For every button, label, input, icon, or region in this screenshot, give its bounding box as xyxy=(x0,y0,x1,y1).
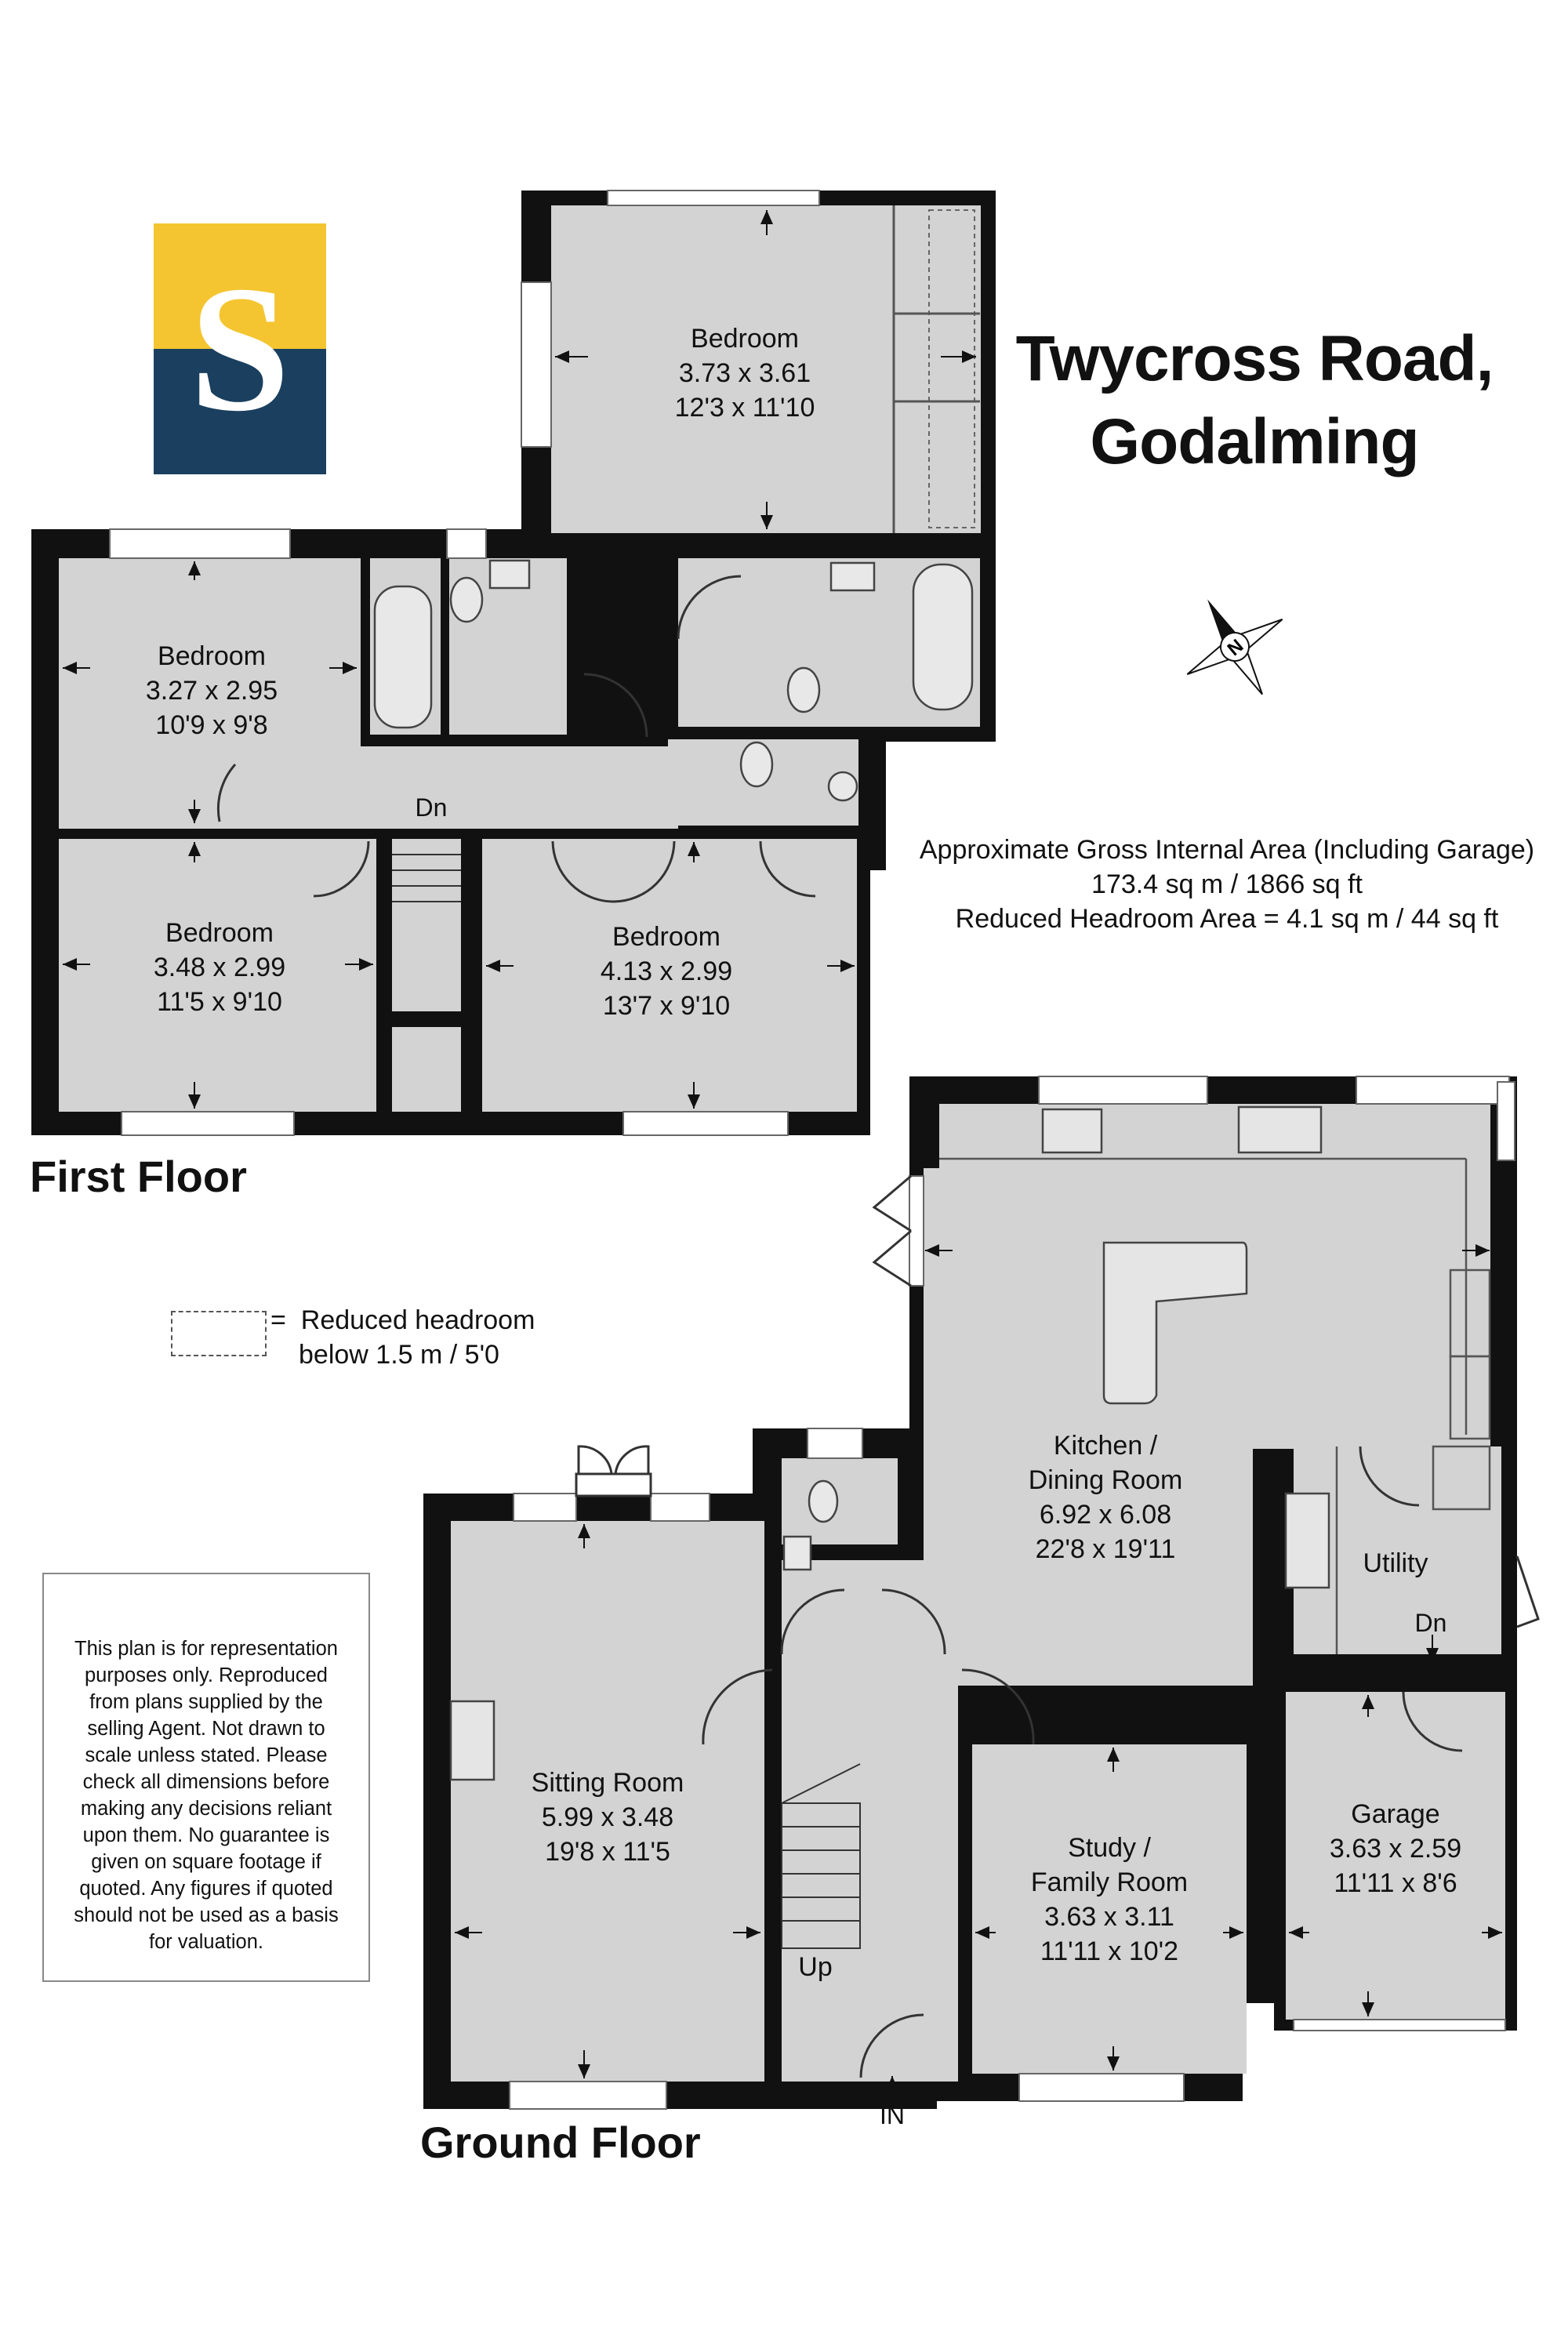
room-label-study xyxy=(992,1831,1227,1969)
room-metric: 6.92 x 6.08 xyxy=(1039,1500,1172,1530)
utility-stair-label: Dn xyxy=(1414,1609,1447,1637)
ground-floor-plan xyxy=(423,1076,1538,2109)
room-imperial: 12'3 x 11'10 xyxy=(674,393,815,423)
ground-floor-rooms xyxy=(451,1104,1505,2082)
room-metric: 3.73 x 3.61 xyxy=(678,358,811,388)
room-label-sitting xyxy=(490,1766,725,1869)
room-metric: 3.27 x 2.95 xyxy=(145,676,278,706)
room-imperial: 11'5 x 9'10 xyxy=(157,987,282,1017)
room-imperial: 13'7 x 9'10 xyxy=(602,991,731,1021)
logo-letter: S xyxy=(190,249,290,448)
property-title-line1: Twycross Road, xyxy=(1015,323,1494,394)
room-label-garage xyxy=(1278,1797,1513,1900)
legend-line-2: below 1.5 m / 5'0 xyxy=(299,1340,499,1370)
room-metric: 3.63 x 3.11 xyxy=(1044,1902,1174,1932)
room-name: Garage xyxy=(1351,1799,1440,1829)
room-label-utility: Utility xyxy=(1363,1548,1428,1578)
room-name: Bedroom xyxy=(158,641,266,671)
legend-symbol: = xyxy=(270,1305,286,1335)
compass-icon xyxy=(1176,588,1294,706)
room-imperial: 22'8 x 19'11 xyxy=(1035,1534,1176,1564)
cupboard xyxy=(392,1027,461,1112)
room-metric: 5.99 x 3.48 xyxy=(541,1802,674,1832)
entrance-label: IN xyxy=(880,2101,905,2129)
room-name: Bedroom xyxy=(165,918,274,948)
area-line-2: 173.4 sq m / 1866 sq ft xyxy=(1091,869,1363,899)
room-name: Sitting Room xyxy=(531,1768,684,1798)
hallway xyxy=(782,1560,958,2082)
area-summary xyxy=(902,833,1552,936)
room-name-2: Family Room xyxy=(1030,1867,1189,1897)
landing xyxy=(59,746,678,829)
room-metric: 3.48 x 2.99 xyxy=(153,953,286,982)
disclaimer-box xyxy=(42,1573,370,1982)
room-label-bedroom-4 xyxy=(549,920,784,1023)
property-title-line2: Godalming xyxy=(1090,406,1419,477)
room-imperial: 10'9 x 9'8 xyxy=(155,710,268,740)
room-imperial: 19'8 x 11'5 xyxy=(545,1837,670,1867)
ground-floor-label: Ground Floor xyxy=(420,2118,701,2167)
room-name: Bedroom xyxy=(691,324,799,354)
room-name: Bedroom xyxy=(612,922,720,952)
room-imperial: 11'11 x 8'6 xyxy=(1334,1868,1457,1898)
first-floor-label: First Floor xyxy=(30,1152,247,1201)
ground-floor-stair-label: Up xyxy=(798,1952,833,1982)
room-label-bedroom-3 xyxy=(102,916,337,1019)
property-title xyxy=(1011,318,1497,484)
room-label-bedroom-2 xyxy=(94,639,329,742)
agent-logo xyxy=(154,223,326,474)
room-name-1: Kitchen / xyxy=(1053,1431,1158,1461)
area-line-3: Reduced Headroom Area = 4.1 sq m / 44 sq ft xyxy=(955,904,1499,934)
legend-line-1: Reduced headroom xyxy=(300,1305,535,1335)
reduced-headroom-legend xyxy=(270,1303,535,1372)
room-name-1: Study / xyxy=(1068,1833,1151,1863)
room-label-kitchen xyxy=(988,1428,1223,1566)
room-metric: 4.13 x 2.99 xyxy=(600,956,733,986)
room-metric: 3.63 x 2.59 xyxy=(1329,1834,1462,1864)
kitchen-bay xyxy=(924,1168,1002,1298)
room-label-bedroom-1 xyxy=(627,321,862,425)
room-name-2: Dining Room xyxy=(1028,1465,1183,1495)
reduced-headroom-legend-swatch xyxy=(171,1311,267,1356)
stairwell-first xyxy=(392,839,461,1011)
area-line-1: Approximate Gross Internal Area (Including Garage) xyxy=(919,835,1535,865)
room-imperial: 11'11 x 10'2 xyxy=(1040,1936,1179,1966)
disclaimer-text: This plan is for representation purposes only. Reproduced from plans supplied by the selling Agent. Not drawn to scale unless stated. Please check all dimensions before making any decisions reliant upon them. No guarantee is given on square footage if quoted. Any figures if quoted should not be used as a basis for valuation. xyxy=(74,1638,339,1953)
compass-label: N xyxy=(1223,635,1248,661)
room-wc-ground xyxy=(782,1458,898,1544)
first-floor-stair-label: Dn xyxy=(415,793,448,822)
